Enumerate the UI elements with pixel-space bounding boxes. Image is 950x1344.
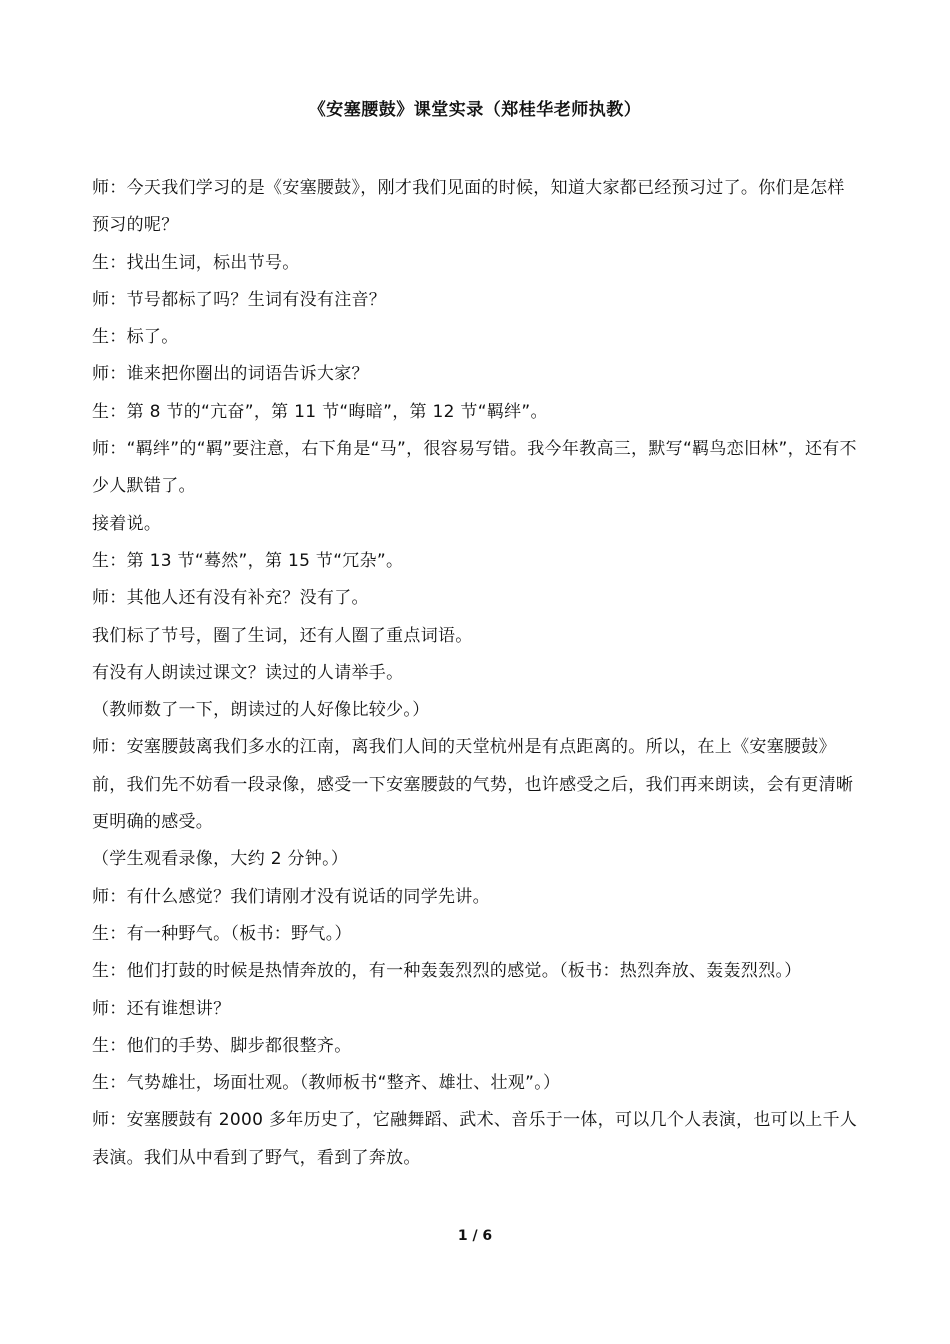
- paragraph: 我们标了节号，圈了生词，还有人圈了重点词语。: [92, 625, 473, 646]
- paragraph: （教师数了一下，朗读过的人好像比较少。）: [92, 700, 430, 721]
- paragraph: 生：第 13 节“蓦然”，第 15 节“冗杂”。: [92, 550, 404, 571]
- paragraph: 师：“羁绊”的“羁”要注意，右下角是“马”，很容易写错。我今年教高三，默写“羁鸟恋旧林”，还有不少人默错了。: [92, 439, 857, 497]
- document-body: [92, 170, 860, 1177]
- paragraph: 生：标了。: [92, 327, 179, 348]
- paragraph: 有没有人朗读过课文？读过的人请举手。: [92, 662, 404, 683]
- paragraph: 师：还有谁想讲？: [92, 998, 231, 1019]
- paragraph: 生：有一种野气。（板书：野气。）: [92, 923, 352, 944]
- paragraph: 生：他们打鼓的时候是热情奔放的，有一种轰轰烈烈的感觉。（板书：热烈奔放、轰轰烈烈。）: [92, 961, 802, 982]
- document-title: 《安塞腰鼓》课堂实录（郑桂华老师执教）: [308, 100, 642, 120]
- paragraph: 师：安塞腰鼓离我们多水的江南，离我们人间的天堂杭州是有点距离的。所以，在上《安塞腰鼓》前，我们先不妨看一段录像，感受一下安塞腰鼓的气势，也许感受之后，我们再来朗读，会有更清晰更明确的感受。: [92, 737, 854, 833]
- paragraph: 师：安塞腰鼓有 2000 多年历史了，它融舞蹈、武术、音乐于一体，可以几个人表演，也可以上千人表演。我们从中看到了野气，看到了奔放。: [92, 1110, 858, 1168]
- paragraph: （学生观看录像，大约 2 分钟。）: [92, 849, 349, 870]
- paragraph: 师：有什么感觉？我们请刚才没有说话的同学先讲。: [92, 886, 490, 907]
- paragraph: 生：找出生词，标出节号。: [92, 252, 300, 273]
- paragraph: 生：第 8 节的“亢奋”，第 11 节“晦暗”，第 12 节“羁绊”。: [92, 401, 548, 422]
- paragraph: 师：节号都标了吗？生词有没有注音？: [92, 289, 387, 310]
- paragraph: 师：谁来把你圈出的词语告诉大家？: [92, 364, 369, 385]
- paragraph: 接着说。: [92, 513, 162, 534]
- paragraph: 生：气势雄壮，场面壮观。（教师板书“整齐、雄壮、壮观”。）: [92, 1073, 561, 1094]
- paragraph: 师：今天我们学习的是《安塞腰鼓》，刚才我们见面的时候，知道大家都已经预习过了。你们是怎样预习的呢？: [92, 178, 845, 236]
- page-number: 1 / 6: [457, 1228, 493, 1244]
- paragraph: 师：其他人还有没有补充？没有了。: [92, 588, 369, 609]
- paragraph: 生：他们的手势、脚步都很整齐。: [92, 1035, 352, 1056]
